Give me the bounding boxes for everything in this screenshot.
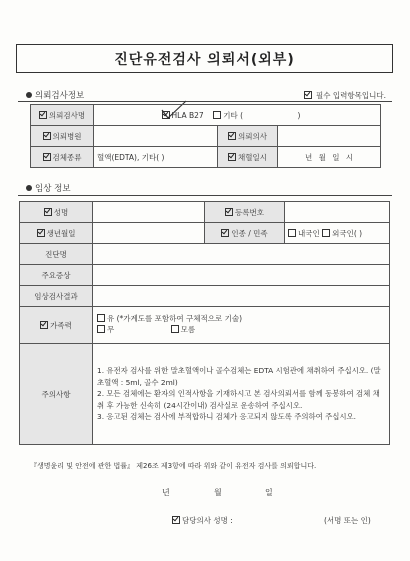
family-history-field[interactable]: 유 (*가계도를 포함하여 구체적으로 기술) 무 모름: [93, 307, 390, 344]
checkbox-icon: [43, 153, 51, 161]
row-family-history: 가족력 유 (*가계도를 포함하여 구체적으로 기술) 무 모름: [20, 307, 390, 344]
checkbox-icon: [288, 229, 296, 237]
signature-note: (서명 또는 인): [324, 516, 371, 525]
doctor-field[interactable]: [278, 126, 381, 147]
hospital-field[interactable]: [94, 126, 218, 147]
required-note: 필수 입력항목입니다.: [304, 90, 386, 101]
signature-label: 담당의사 성명 :: [172, 515, 233, 526]
checkbox-icon: [44, 208, 52, 216]
test-option-other[interactable]: 기타 (: [213, 111, 243, 120]
checkbox-icon: [171, 325, 179, 333]
checkbox-icon: [172, 516, 180, 524]
dob-field[interactable]: [93, 223, 205, 244]
checkbox-icon: [322, 229, 330, 237]
test-option-hla[interactable]: HLA B27: [162, 111, 204, 120]
row-notice: 주의사항 1. 유전자 검사를 위한 말초혈액이나 골수검체는 EDTA 시험관에 채취하여 주십시오. (말초혈액 : 5ml, 골수 2ml) 2. 모든 검체에는 환자의 인적사항을 기재하시고 본 검사의뢰서를 함께 동봉하여 검체 채취 후 가능한 신속히 (24시간이내) 검사실로 운송하여 주십시오. 3. 응고된 검체는 검사에 부적합하니 검체가 응고되지 않도록 주의하여 주십시오.: [20, 344, 390, 445]
date-month-label: 월: [214, 488, 222, 497]
lab-results-field[interactable]: [93, 286, 390, 307]
row-dob: 생년월일 인종 / 민족 내국인 외국인( ): [20, 223, 390, 244]
checkbox-icon: [304, 91, 312, 99]
race-field[interactable]: 내국인 외국인( ): [285, 223, 390, 244]
checkbox-icon: [221, 229, 229, 237]
checkbox-icon: [228, 132, 236, 140]
row-test-name: 의뢰검사명 HLA B27 기타 ( ): [31, 105, 381, 126]
diagnosis-field[interactable]: [93, 244, 390, 265]
row-lab-results: 임상검사결과: [20, 286, 390, 307]
row-diagnosis: 진단명: [20, 244, 390, 265]
checkbox-icon: [40, 321, 48, 329]
checkbox-icon: [43, 132, 51, 140]
row-hospital: 의뢰병원 의뢰의사: [31, 126, 381, 147]
checkbox-icon: [213, 111, 221, 119]
checkbox-icon: [97, 325, 105, 333]
row-symptoms: 주요증상: [20, 265, 390, 286]
date-year-label: 년: [162, 488, 170, 497]
symptoms-field[interactable]: [93, 265, 390, 286]
checkbox-icon: [39, 111, 47, 119]
clinical-info-table: [19, 201, 390, 445]
checkbox-icon: [225, 208, 233, 216]
notice-text: 1. 유전자 검사를 위한 말초혈액이나 골수검체는 EDTA 시험관에 채취하여 주십시오. (말초혈액 : 5ml, 골수 2ml) 2. 모든 검체에는 환자의 인적사항을 기재하시고 본 검사의뢰서를 함께 동봉하여 검체 채취 후 가능한 신속히 (24시간이내) 검사실로 운송하여 주십시오. 3. 응고된 검체는 검사에 부적합하니 검체가 응고되지 않도록 주의하여 주십시오.: [93, 344, 390, 445]
date-day-label: 일: [265, 488, 273, 497]
checkbox-icon: [97, 314, 105, 322]
checkbox-icon: [228, 153, 236, 161]
row-name: 성명 등록번호: [20, 202, 390, 223]
page-title: 진단유전검사 의뢰서(외부): [16, 44, 393, 73]
collection-date-field[interactable]: 년 월 일 시: [278, 147, 381, 168]
checkbox-icon: [162, 111, 170, 119]
request-info-table: [30, 104, 381, 168]
declaration-text: 『생명윤리 및 안전에 관한 법률』 제26조 제3항에 따라 위와 같이 유전자 검사를 의뢰합니다.: [30, 462, 317, 470]
bullet-icon: [26, 185, 32, 191]
divider: [18, 195, 392, 196]
checkbox-icon: [37, 229, 45, 237]
row-specimen: 검체종류 혈액(EDTA), 기타( ) 채혈일시 년 월 일 시: [31, 147, 381, 168]
bullet-icon: [26, 92, 32, 98]
section-request-heading: 의뢰검사정보: [26, 89, 84, 101]
specimen-field[interactable]: 혈액(EDTA), 기타( ): [94, 147, 218, 168]
section-clinical-heading: 임상 정보: [26, 182, 71, 194]
name-field[interactable]: [93, 202, 205, 223]
registration-field[interactable]: [285, 202, 390, 223]
divider: [18, 101, 392, 102]
